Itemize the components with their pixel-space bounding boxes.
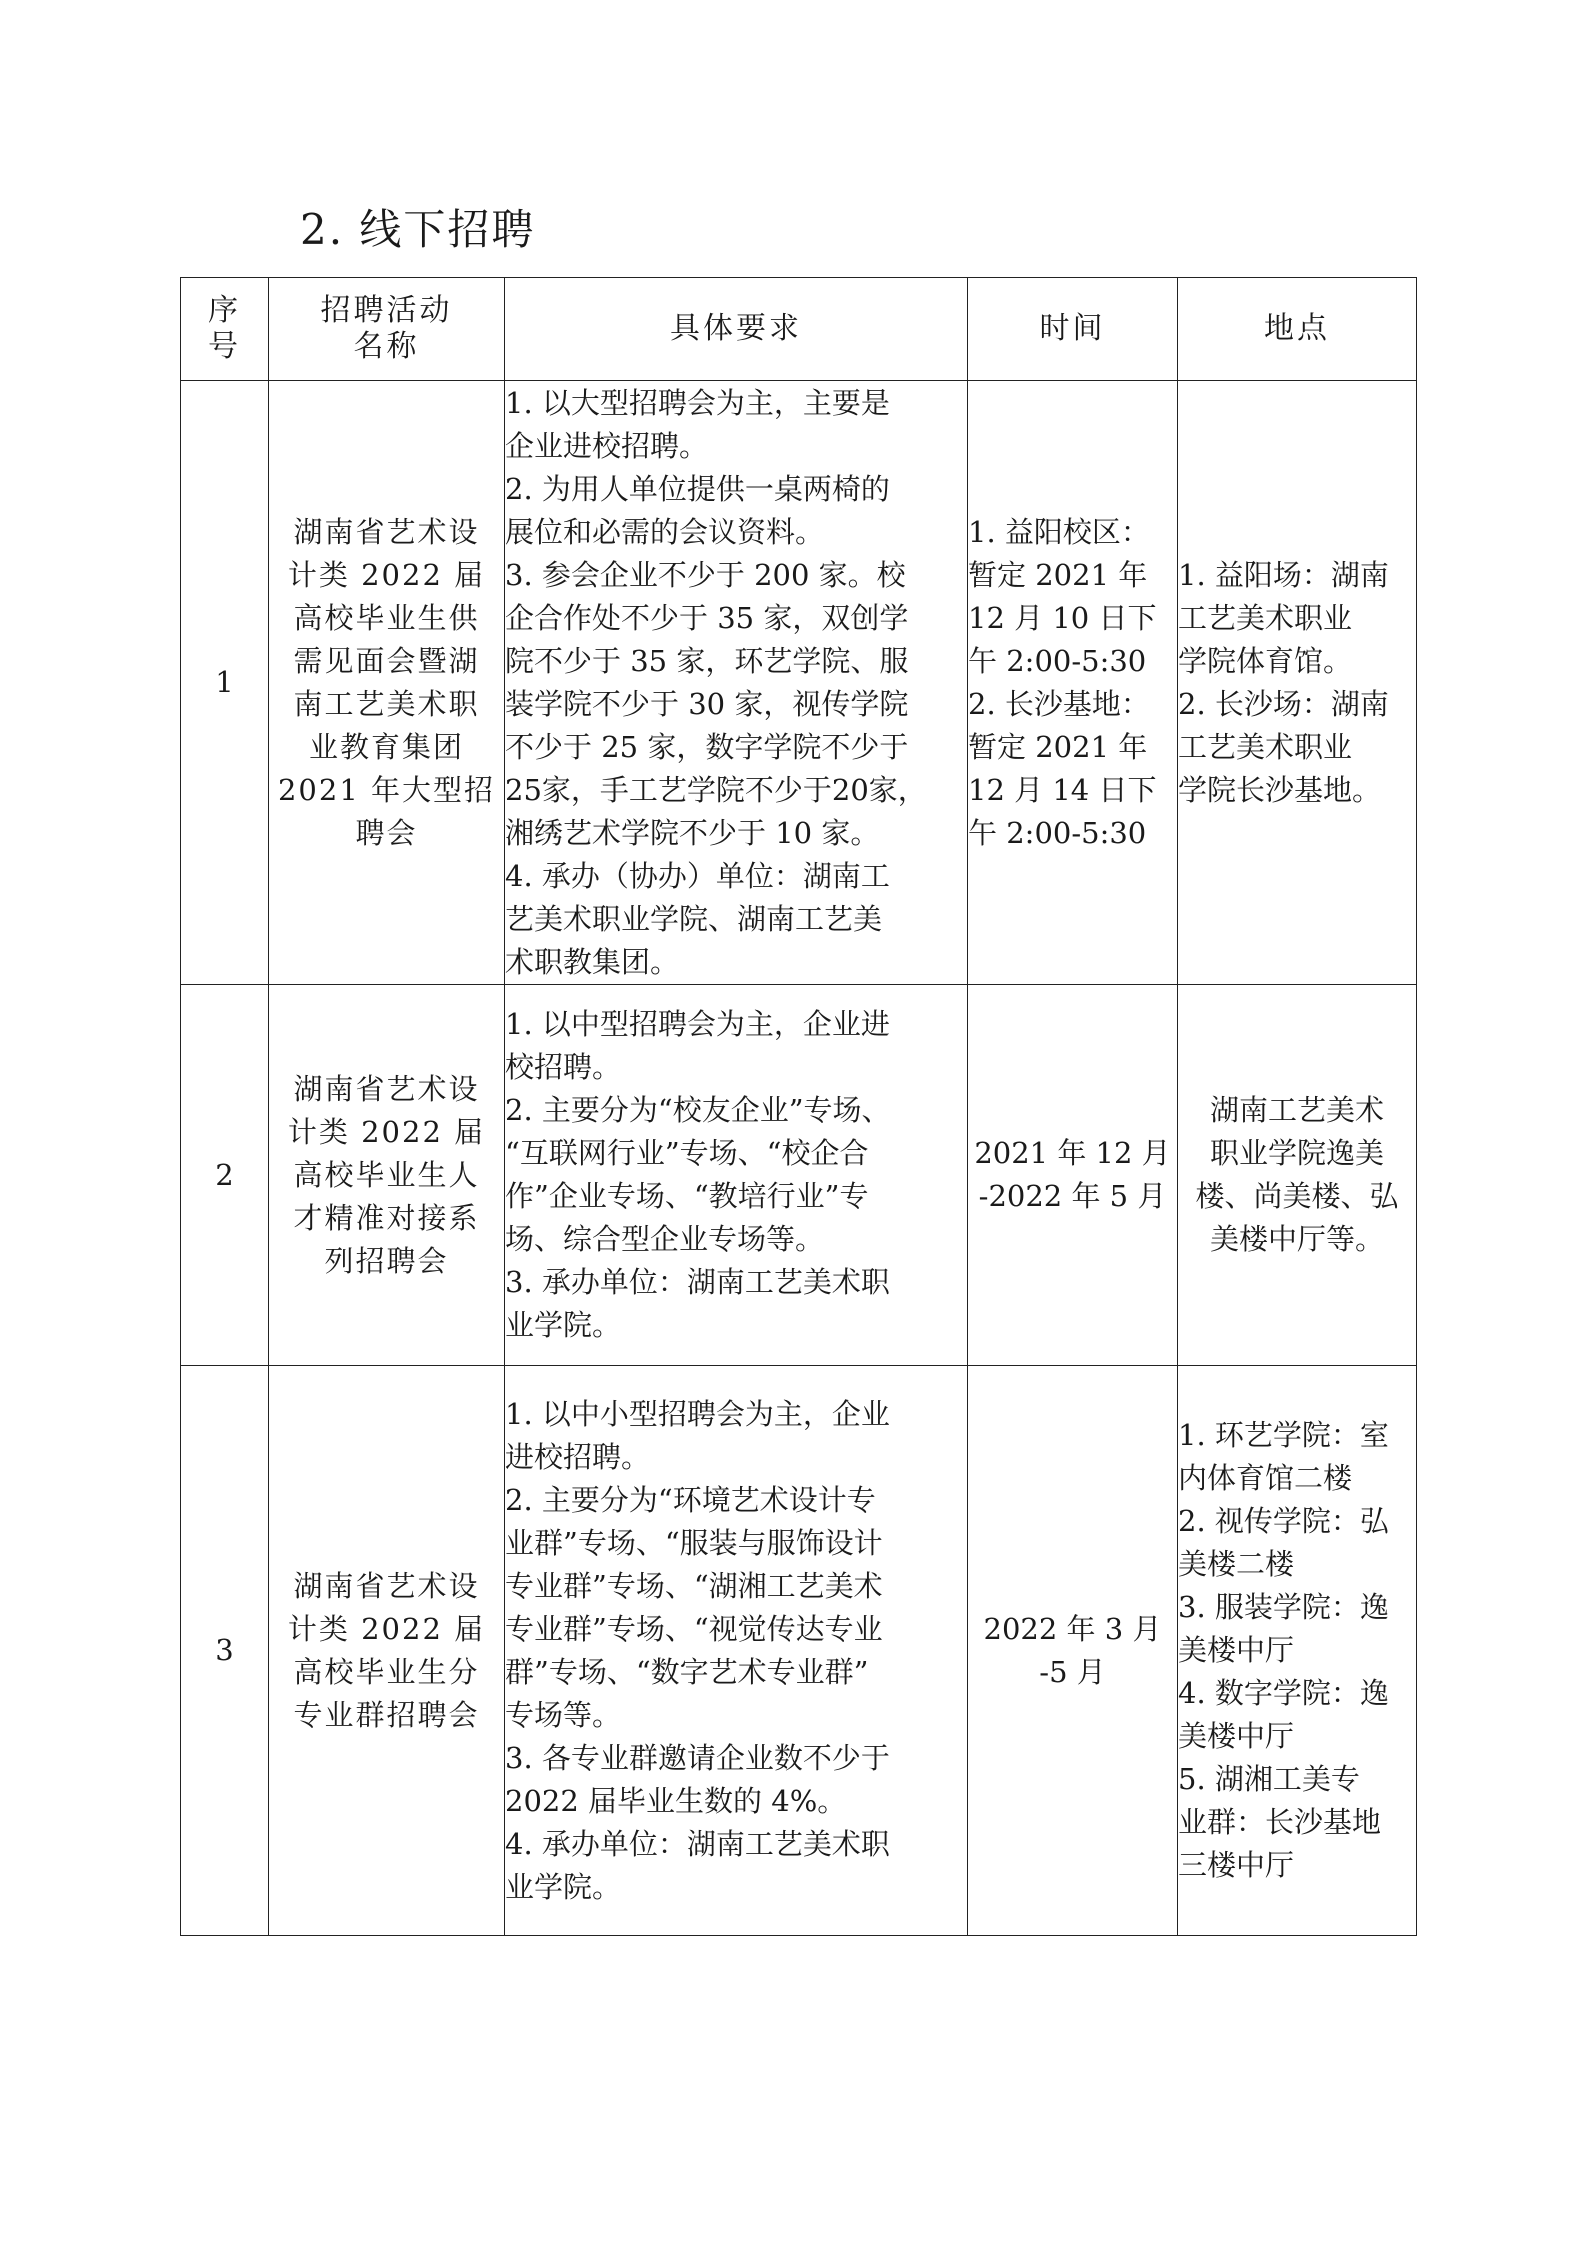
cell-place [1178, 1366, 1417, 1936]
name-line: 业教育集团 [308, 729, 464, 764]
offline-recruitment-table [180, 277, 1417, 1936]
place-line: 三楼中厅 [1178, 1848, 1295, 1882]
req-line: 1. 以中型招聘会为主，企业进 [505, 1007, 890, 1041]
req-line: 艺美术职业学院、湖南工艺美 [505, 901, 883, 936]
place-line: 5. 湖湘工美专 [1178, 1762, 1360, 1796]
time-line: 午 2:00-5:30 [968, 815, 1147, 850]
table-row [181, 985, 1417, 1366]
name-line: 湖南省艺术设 [293, 1568, 480, 1603]
place-line: 内体育馆二楼 [1178, 1461, 1353, 1495]
time-line: 12 月 10 日下 [968, 600, 1157, 635]
place-line: 工艺美术职业 [1178, 600, 1353, 635]
name-line: 湖南省艺术设 [293, 514, 480, 549]
req-line: 3. 参会企业不少于 200 家。校 [505, 557, 906, 592]
req-line: 业学院。 [505, 1308, 622, 1342]
req-line: “互联网行业”专场、“校企合 [505, 1136, 869, 1170]
req-line: 1. 以中小型招聘会为主，企业 [505, 1396, 890, 1431]
header-no: 序 号 [181, 278, 269, 381]
req-line: 2. 主要分为“环境艺术设计专 [505, 1482, 876, 1517]
cell-place [1178, 381, 1417, 985]
cell-activity-name [269, 381, 505, 985]
place-line: 工艺美术职业 [1178, 729, 1353, 764]
name-line: 列招聘会 [324, 1243, 449, 1278]
header-name: 招聘活动 名称 [269, 278, 505, 381]
cell-serial-number: 3 [181, 1366, 269, 1936]
req-line: 1. 以大型招聘会为主，主要是 [505, 385, 890, 420]
table-row [181, 1366, 1417, 1936]
cell-place [1178, 985, 1417, 1366]
time-line: -2022 年 5 月 [978, 1179, 1167, 1213]
cell-serial-number: 1 [181, 381, 269, 985]
cell-requirements [505, 381, 968, 985]
cell-requirements [505, 1366, 968, 1936]
name-line: 计类 2022 届 [287, 1114, 486, 1149]
req-line: 装学院不少于 30 家，视传学院 [505, 686, 909, 721]
name-line: 计类 2022 届 [287, 1611, 486, 1646]
header-time: 时间 [968, 278, 1178, 381]
place-line: 美楼二楼 [1178, 1547, 1295, 1581]
place-line: 学院体育馆。 [1178, 643, 1353, 678]
time-line: 1. 益阳校区： [968, 514, 1150, 549]
req-line: 专场等。 [505, 1697, 622, 1732]
name-line: 高校毕业生分 [293, 1654, 480, 1689]
name-line: 需见面会暨湖 [293, 643, 480, 678]
name-line: 计类 2022 届 [287, 557, 486, 592]
place-line: 美楼中厅等。 [1209, 1222, 1384, 1256]
time-line: 午 2:00-5:30 [968, 643, 1147, 678]
table-row [181, 381, 1417, 985]
section-title: 2. 线下招聘 [300, 205, 536, 254]
place-line: 湖南工艺美术 [1209, 1093, 1384, 1127]
time-line: 2021 年 12 月 [974, 1136, 1171, 1170]
req-line: 4. 承办（协办）单位：湖南工 [505, 858, 890, 893]
name-line: 聘会 [355, 815, 418, 850]
time-line: 暂定 2021 年 [968, 557, 1148, 592]
place-line: 职业学院逸美 [1209, 1136, 1384, 1170]
req-line: 群”专场、“数字艺术专业群” [505, 1654, 869, 1689]
req-line: 4. 承办单位：湖南工艺美术职 [505, 1826, 890, 1861]
name-line: 高校毕业生供 [293, 600, 480, 635]
req-line: 25家，手工艺学院不少于20家， [505, 772, 927, 807]
table-header-row [181, 278, 1417, 381]
time-line: 2. 长沙基地： [968, 686, 1150, 721]
req-line: 2022 届毕业生数的 4%。 [505, 1783, 847, 1818]
name-line: 专业群招聘会 [293, 1697, 480, 1732]
req-line: 院不少于 35 家，环艺学院、服 [505, 643, 909, 678]
time-line: 12 月 14 日下 [968, 772, 1157, 807]
cell-serial-number: 2 [181, 985, 269, 1366]
place-line: 1. 环艺学院：室 [1178, 1418, 1389, 1452]
place-line: 学院长沙基地。 [1178, 772, 1382, 807]
name-line: 南工艺美术职 [293, 686, 480, 721]
req-line: 湘绣艺术学院不少于 10 家。 [505, 815, 880, 850]
req-line: 专业群”专场、“视觉传达专业 [505, 1611, 883, 1646]
req-line: 3. 各专业群邀请企业数不少于 [505, 1740, 890, 1775]
req-line: 企业进校招聘。 [505, 428, 709, 463]
cell-activity-name [269, 1366, 505, 1936]
req-line: 展位和必需的会议资料。 [505, 514, 825, 549]
time-line: 暂定 2021 年 [968, 729, 1148, 764]
req-line: 校招聘。 [505, 1050, 622, 1084]
time-line: -5 月 [1039, 1654, 1106, 1689]
time-line: 2022 年 3 月 [983, 1611, 1162, 1646]
cell-requirements [505, 985, 968, 1366]
req-line: 企合作处不少于 35 家，双创学 [505, 600, 909, 635]
cell-activity-name [269, 985, 505, 1366]
cell-time [968, 1366, 1178, 1936]
req-line: 业群”专场、“服装与服饰设计 [505, 1525, 883, 1560]
place-line: 4. 数字学院：逸 [1178, 1676, 1389, 1710]
req-line: 术职教集团。 [505, 944, 680, 979]
req-line: 2. 为用人单位提供一桌两椅的 [505, 471, 890, 506]
req-line: 2. 主要分为“校友企业”专场、 [505, 1093, 891, 1127]
cell-time [968, 985, 1178, 1366]
name-line: 2021 年大型招 [277, 772, 496, 807]
cell-time [968, 381, 1178, 985]
header-requirements: 具体要求 [505, 278, 968, 381]
place-line: 3. 服装学院：逸 [1178, 1590, 1389, 1624]
place-line: 2. 长沙场：湖南 [1178, 686, 1389, 721]
req-line: 不少于 25 家，数字学院不少于 [505, 729, 909, 764]
req-line: 作”企业专场、“教培行业”专 [505, 1179, 869, 1213]
req-line: 进校招聘。 [505, 1439, 651, 1474]
place-line: 楼、尚美楼、弘 [1195, 1179, 1399, 1213]
header-place: 地点 [1178, 278, 1417, 381]
req-line: 场、综合型企业专场等。 [505, 1222, 825, 1256]
name-line: 湖南省艺术设 [293, 1071, 480, 1106]
place-line: 1. 益阳场：湖南 [1178, 557, 1389, 592]
place-line: 美楼中厅 [1178, 1633, 1295, 1667]
req-line: 3. 承办单位：湖南工艺美术职 [505, 1265, 890, 1299]
place-line: 业群：长沙基地 [1178, 1805, 1382, 1839]
name-line: 高校毕业生人 [293, 1157, 480, 1192]
name-line: 才精准对接系 [293, 1200, 480, 1235]
place-line: 美楼中厅 [1178, 1719, 1295, 1753]
place-line: 2. 视传学院：弘 [1178, 1504, 1389, 1538]
req-line: 专业群”专场、“湖湘工艺美术 [505, 1568, 883, 1603]
req-line: 业学院。 [505, 1869, 622, 1904]
